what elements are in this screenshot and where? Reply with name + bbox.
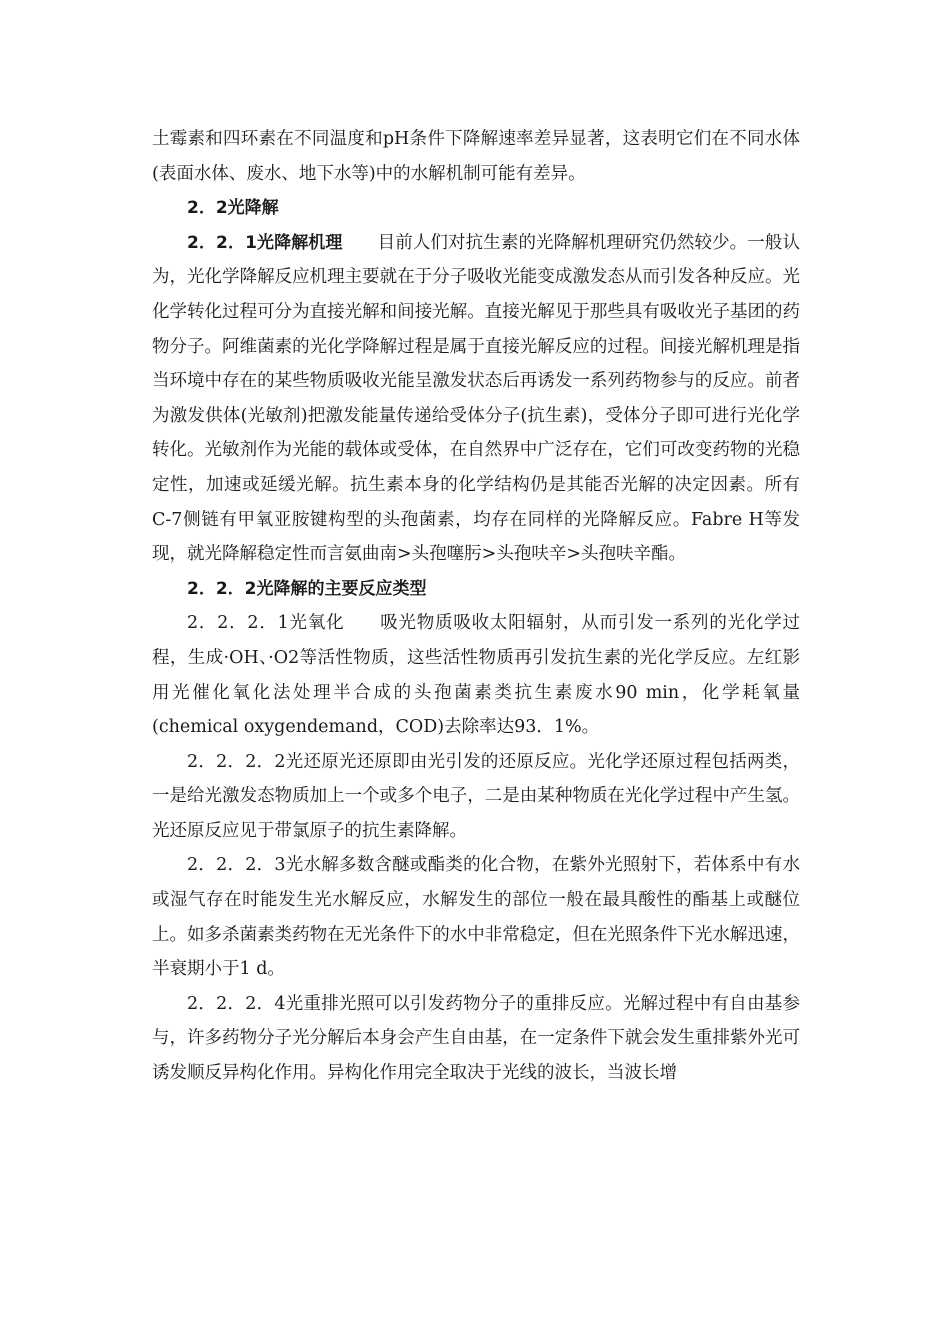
paragraph-2-2-2-2: 2．2．2．2光还原光还原即由光引发的还原反应。光化学还原过程包括两类，一是给光激发态物质加上一个或多个电子，二是由某种物质在光化学过程中产生氢。光还原反应见于带氯原子的抗生素降解。 [152, 751, 800, 841]
section-heading-2-2-2 [152, 572, 800, 607]
paragraph-2-2-2-3: 2．2．2．3光水解多数含醚或酯类的化合物，在紫外光照射下，若体系中有水或湿气存在时能发生光水解反应，水解发生的部位一般在最具酸性的酯基上或醚位上。如多杀菌素类药物在无光条件下的水中非常稳定，但在光照条件下光水解迅速，半衰期小于1 d。 [152, 855, 800, 980]
paragraph-2-2-2-4: 2．2．2．4光重排光照可以引发药物分子的重排反应。光解过程中有自由基参与，许多药物分子光分解后本身会产生自由基，在一定条件下就会发生重排紫外光可诱发顺反异构化作用。异构化作用完全取决于光线的波长，当波长增 [152, 993, 800, 1084]
document-body [152, 122, 800, 1091]
label-2-2-2-1: 2．2．2．1光氧化 [187, 613, 345, 634]
paragraph-2-2-1 [152, 226, 800, 572]
paragraph-2-2-1-text: 目前人们对抗生素的光降解机理研究仍然较少。一般认为，光化学降解反应机理主要就在于分子吸收光能变成激发态从而引发各种反应。光化学转化过程可分为直接光解和间接光解。直接光解见于那些具有吸收光子基团的药物分子。阿维菌素的光化学降解过程是属于直接光解反应的过程。间接光解机理是指当环境中存在的某些物质吸收光能呈激发状态后再诱发一系列药物参与的反应。前者为激发供体(光敏剂)把激发能量传递给受体分子(抗生素)，受体分子即可进行光化学转化。光敏剂作为光能的载体或受体，在自然界中广泛存在，它们可改变药物的光稳定性，加速或延缓光解。抗生素本身的化学结构仍是其能否光解的决定因素。所有C-7侧链有甲氧亚胺键构型的头孢菌素，均存在同样的光降解反应。Fabre H等发现，就光降解稳定性而言氨曲南>头孢噻肟>头孢呋辛>头孢呋辛酯。 [152, 232, 800, 565]
paragraph-2-2-2-1 [152, 606, 800, 744]
heading-2-2-text: 2．2光降解 [187, 198, 279, 219]
heading-2-2-1-text: 2．2．1光降解机理 [187, 232, 343, 253]
heading-2-2-2-text: 2．2．2光降解的主要反应类型 [187, 578, 427, 599]
paragraph-2-2-2-1-text: 吸光物质吸收太阳辐射，从而引发一系列的光化学过程，生成·OH、·O2等活性物质，这些活性物质再引发抗生素的光化学反应。左红影用光催化氧化法处理半合成的头孢菌素类抗生素废水90 min，化学耗氧量(chemical oxygendemand，COD)去除率达93．1%。 [152, 613, 800, 738]
section-heading-2-2 [152, 191, 800, 226]
paragraph-continuation: 土霉素和四环素在不同温度和pH条件下降解速率差异显著，这表明它们在不同水体(表面水体、废水、地下水等)中的水解机制可能有差异。 [152, 129, 800, 184]
